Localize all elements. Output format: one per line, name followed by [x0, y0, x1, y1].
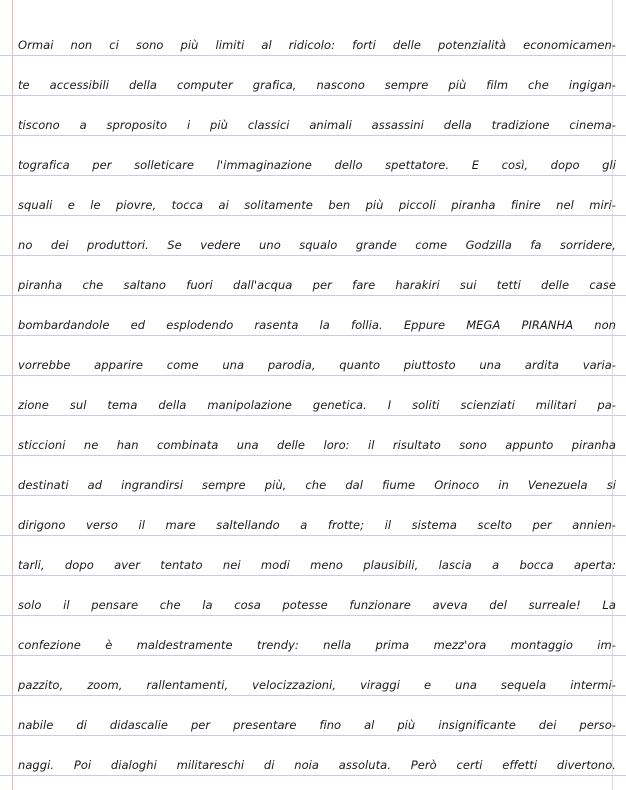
line-text: pazzito, zoom, rallentamenti, velocizzazioni, viraggi e una sequela intermi-: [18, 678, 616, 692]
ruling-line: [0, 735, 626, 736]
line-text: confezione è maldestramente trendy: nella prima mezz'ora montaggio im-: [18, 638, 616, 652]
text-line: [0, 539, 626, 576]
ruling-line: [0, 535, 626, 536]
line-text: naggi. Poi dialoghi militareschi di noia assoluta. Però certi effetti divertono.: [18, 758, 616, 772]
line-text: tiscono a sproposito i più classici animali assassini della tradizione cinema-: [18, 118, 616, 132]
line-text: destinati ad ingrandirsi sempre più, che dal fiume Orinoco in Venezuela si: [18, 478, 616, 492]
line-text: vorrebbe apparire come una parodia, quanto piuttosto una ardita varia-: [18, 358, 616, 372]
ruling-line: [0, 175, 626, 176]
line-text: solo il pensare che la cosa potesse funzionare aveva del surreale! La: [18, 598, 616, 612]
ruling-line: [0, 335, 626, 336]
line-text: sticcioni ne han combinata una delle loro: il risultato sono appunto piranha: [18, 438, 616, 452]
text-line: [0, 379, 626, 416]
text-line: [0, 459, 626, 496]
ruling-line: [0, 135, 626, 136]
ruling-line: [0, 55, 626, 56]
ruling-line: [0, 415, 626, 416]
ruling-line: [0, 495, 626, 496]
line-text: zione sul tema della manipolazione genetica. I soliti scienziati militari pa-: [18, 398, 616, 412]
line-text: no dei produttori. Se vedere uno squalo grande come Godzilla fa sorridere,: [18, 238, 616, 252]
ruling-line: [0, 295, 626, 296]
text-line: [0, 699, 626, 736]
text-line: [0, 139, 626, 176]
ruling-line: [0, 695, 626, 696]
line-text: bombardandole ed esplodendo rasenta la follia. Eppure MEGA PIRANHA non: [18, 318, 616, 332]
line-text: squali e le piovre, tocca ai solitamente ben più piccoli piranha finire nel miri-: [18, 198, 616, 212]
text-line: [0, 499, 626, 536]
line-text: dirigono verso il mare saltellando a frotte; il sistema scelto per annien-: [18, 518, 616, 532]
text-line: [0, 99, 626, 136]
ruling-line: [0, 615, 626, 616]
text-line: [0, 619, 626, 656]
text-line: [0, 659, 626, 696]
line-text: Ormai non ci sono più limiti al ridicolo: forti delle potenzialità economicamen-: [18, 38, 616, 52]
text-line: [0, 419, 626, 456]
ruling-line: [0, 455, 626, 456]
line-text: piranha che saltano fuori dall'acqua per fare harakiri sui tetti delle case: [18, 278, 616, 292]
line-text: tografica per solleticare l'immaginazione dello spettatore. E così, dopo gli: [18, 158, 616, 172]
text-line: [0, 579, 626, 616]
line-text: nabile di didascalie per presentare fino al più insignificante dei perso-: [18, 718, 616, 732]
line-text: tarli, dopo aver tentato nei modi meno plausibili, lascia a bocca aperta:: [18, 558, 616, 572]
ruling-line: [0, 375, 626, 376]
text-line: [0, 339, 626, 376]
text-line: [0, 59, 626, 96]
ruling-line: [0, 655, 626, 656]
text-line: [0, 19, 626, 56]
text-line: [0, 259, 626, 296]
text-line: [0, 219, 626, 256]
ruling-line: [0, 95, 626, 96]
ruling-line: [0, 215, 626, 216]
ruling-line: [0, 575, 626, 576]
ruling-line: [0, 255, 626, 256]
text-line: [0, 179, 626, 216]
text-line: [0, 739, 626, 776]
line-text: te accessibili della computer grafica, nascono sempre più film che ingigan-: [18, 78, 616, 92]
text-line: [0, 299, 626, 336]
ruling-line: [0, 775, 626, 776]
